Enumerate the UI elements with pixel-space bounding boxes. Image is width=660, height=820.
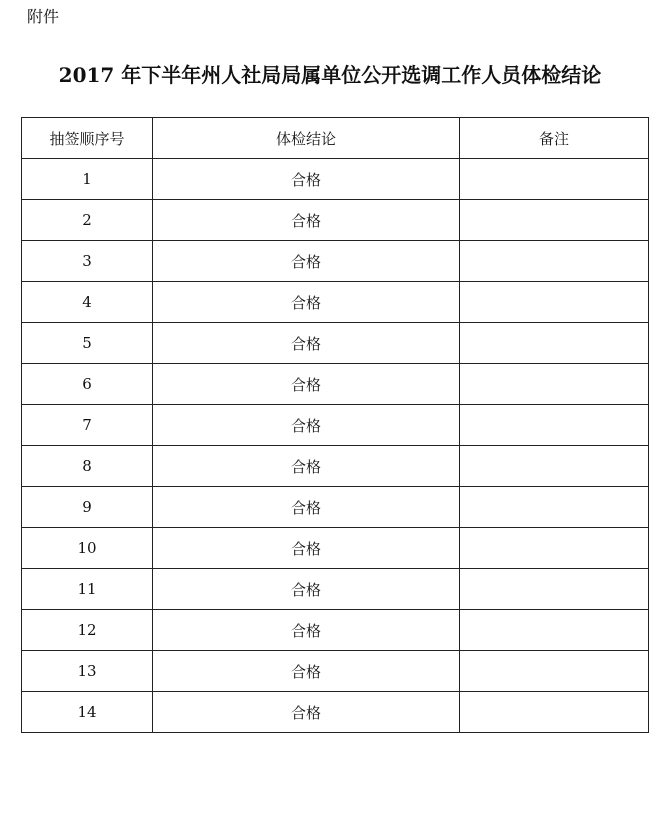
table-row [22, 487, 649, 528]
exam-result-cell: 合格 [153, 200, 460, 241]
draw-number-cell: 7 [22, 405, 153, 446]
remarks-cell [460, 569, 649, 610]
table-row [22, 364, 649, 405]
draw-number-cell: 12 [22, 610, 153, 651]
draw-number-cell: 10 [22, 528, 153, 569]
table-row [22, 200, 649, 241]
table-row [22, 528, 649, 569]
draw-number-cell: 3 [22, 241, 153, 282]
attachment-label: 附件 [27, 7, 60, 26]
remarks-cell [460, 487, 649, 528]
exam-result-cell: 合格 [153, 405, 460, 446]
exam-result-cell: 合格 [153, 610, 460, 651]
exam-result-cell: 合格 [153, 364, 460, 405]
table-row [22, 323, 649, 364]
exam-result-cell: 合格 [153, 241, 460, 282]
table-row [22, 446, 649, 487]
table-row [22, 569, 649, 610]
draw-number-cell: 11 [22, 569, 153, 610]
draw-number-cell: 6 [22, 364, 153, 405]
exam-result-cell: 合格 [153, 159, 460, 200]
remarks-cell [460, 405, 649, 446]
table-row [22, 692, 649, 733]
header-exam-result: 体检结论 [153, 118, 460, 159]
draw-number-cell: 13 [22, 651, 153, 692]
header-draw-number: 抽签顺序号 [22, 118, 153, 159]
draw-number-cell: 9 [22, 487, 153, 528]
table-row [22, 651, 649, 692]
draw-number-cell: 14 [22, 692, 153, 733]
exam-result-cell: 合格 [153, 569, 460, 610]
remarks-cell [460, 446, 649, 487]
remarks-cell [460, 200, 649, 241]
draw-number-cell: 2 [22, 200, 153, 241]
document-title: 2017 年下半年州人社局局属单位公开选调工作人员体检结论 [58, 63, 602, 87]
header-remarks: 备注 [460, 118, 649, 159]
remarks-cell [460, 528, 649, 569]
remarks-cell [460, 241, 649, 282]
exam-result-cell: 合格 [153, 323, 460, 364]
remarks-cell [460, 692, 649, 733]
table-header-row [22, 118, 649, 159]
exam-result-cell: 合格 [153, 528, 460, 569]
remarks-cell [460, 159, 649, 200]
remarks-cell [460, 364, 649, 405]
medical-exam-results-table [21, 117, 649, 733]
table-row [22, 610, 649, 651]
draw-number-cell: 1 [22, 159, 153, 200]
table-row [22, 241, 649, 282]
exam-result-cell: 合格 [153, 487, 460, 528]
table-row [22, 159, 649, 200]
draw-number-cell: 8 [22, 446, 153, 487]
remarks-cell [460, 282, 649, 323]
draw-number-cell: 4 [22, 282, 153, 323]
table-body [22, 159, 649, 733]
remarks-cell [460, 323, 649, 364]
table-row [22, 405, 649, 446]
table-row [22, 282, 649, 323]
exam-result-cell: 合格 [153, 651, 460, 692]
exam-result-cell: 合格 [153, 282, 460, 323]
remarks-cell [460, 610, 649, 651]
draw-number-cell: 5 [22, 323, 153, 364]
exam-result-cell: 合格 [153, 692, 460, 733]
exam-result-cell: 合格 [153, 446, 460, 487]
remarks-cell [460, 651, 649, 692]
